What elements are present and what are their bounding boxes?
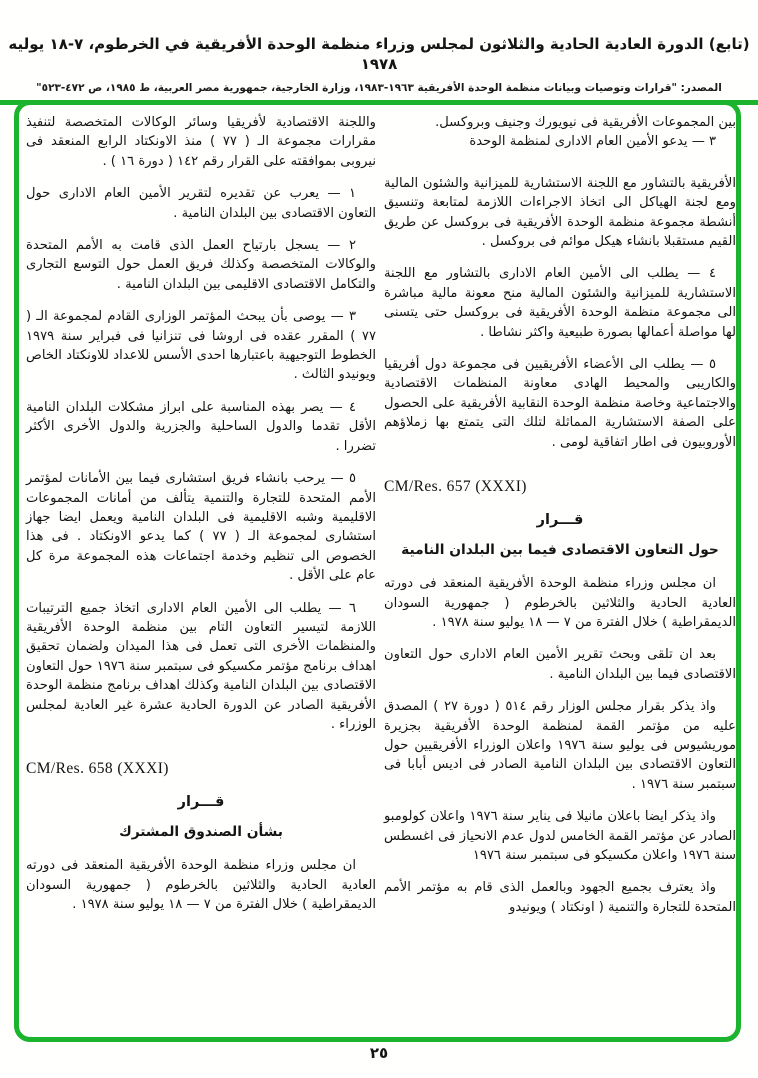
res656-item-3-body: الأفريقية بالتشاور مع اللجنة الاستشارية للميزانية والشئون المالية ومع لجنة الهياكل الى اتخاذ الاجراءات اللازمة لمتابعة وتنسيق أنشطة مجموعة منظمة الوحدة الأفريقية فى بروكسل عن طريق القيم مستقبلا بانشاء هيكل موائم فى بروكسل .	[384, 175, 736, 250]
right-column	[384, 113, 736, 930]
resolution-657-code: CM/Res. 657 (XXXI)	[384, 478, 527, 496]
res657-preamble-1: ان مجلس وزراء منظمة الوحدة الأفريقية المنعقد فى دورته العادية الحادية والثلاثين بالخرطوم ( جمهورية السودان الديمقراطية ) خلال الفترة من ٧ — ١٨ يوليو سنة ١٩٧٨ .	[384, 576, 736, 630]
res657-preamble-2: بعد ان تلقى وبحث تقرير الأمين العام الادارى حول التعاون الاقتصادى فيما بين البلدان النامية .	[384, 647, 736, 682]
res656-item-5: ٥ — يطلب الى الأعضاء الأفريقيين فى مجموعة دول أفريقيا والكاريبى والمحيط الهادى معاونة المنظمات الاقتصادية والاجتماعية وخاصة منظمة الوحدة النقابية الأفريقية على الحصول على الصفة الاستشارية المماثلة لتلك التى يتمتع بها زملاؤهم الأوروبيون فى اطار اتفاقية لومى .	[384, 357, 736, 450]
res657-preamble-4: واذ يذكر ايضا باعلان مانيلا فى يناير سنة ١٩٧٦ واعلان كولومبو الصادر عن مؤتمر القمة الخامس لدول عدم الانحياز فى اغسطس سنة ١٩٧٦ واعلان مكسيكو فى سبتمبر سنة ١٩٧٦	[384, 809, 736, 863]
page-header	[0, 34, 758, 94]
left-column	[26, 113, 376, 930]
res657-item-4: ٤ — يصر بهذه المناسبة على ابراز مشكلات البلدان النامية الأقل تقدما والدول الساحلية والجزرية والدول الأخرى الأكثر تضررا .	[26, 399, 376, 454]
res658-preamble-1: ان مجلس وزراء منظمة الوحدة الأفريقية المنعقد فى دورته العادية الحادية والثلاثين بالخرطوم ( جمهورية السودان الديمقراطية ) خلال الفترة من ٧ — ١٨ يوليو سنة ١٩٧٨ .	[26, 858, 376, 913]
res657-carryover: واللجنة الاقتصادية لأفريقيا وسائر الوكالات المتخصصة لتنفيذ مقرارات مجموعة الـ ( ٧٧ ) منذ الاونكتاد الرابع المنعقد فى نيروبى بموافقته على القرار رقم ١٤٢ ( دورة ١٦ ) .	[26, 115, 376, 169]
resolution-657-heading: قـــرار	[536, 512, 584, 529]
res657-item-1: ١ — يعرب عن تقديره لتقرير الأمين العام الادارى حول التعاون الاقتصادى بين البلدان النامية .	[26, 186, 376, 221]
resolution-658-title: بشأن الصندوق المشترك	[119, 824, 283, 841]
res657-item-6: ٦ — يطلب الى الأمين العام الادارى اتخاذ جميع الترتيبات اللازمة لتيسير التعاون التام بين منظمة الوحدة الأفريقية والمنظمات الأخرى التى تعمل فى هذا الميدان ولضمان تحقيق اهداف برنامج مؤتمر مكسيكو فى سبتمبر سنة ١٩٧٦ حول التعاون الاقتصادى بين البلدان النامية وكذلك اهداف برنامج منظمة الوحدة الأفريقية الصادر عن الدورة الحادية عشرة غير العادية لمجلس الوزراء .	[26, 600, 376, 732]
page-number: ٢٥	[369, 1044, 389, 1062]
two-column-body	[20, 113, 736, 930]
session-title: (تابع) الدورة العادية الحادية والثلاثون لمجلس وزراء منظمة الوحدة الأفريقية في الخرطوم، ٧-١٨ يوليه ١٩٧٨	[8, 35, 750, 73]
res657-item-3: ٣ — يوصى بأن يبحث المؤتمر الوزارى القادم لمجموعة الـ ( ٧٧ ) المقرر عقده فى اروشا فى تنزانيا فى فبراير سنة ١٩٧٩ الخطوط التوجيهية باعتبارها احدى الأسس للاعداد للاونكتاد الخاص ويونيدو الثالث .	[26, 309, 376, 383]
carryover-text: بين المجموعات الأفريقية فى نيويورك وجنيف وبروكسل.	[435, 115, 736, 130]
res656-item-4: ٤ — يطلب الى الأمين العام الادارى بالتشاور مع اللجنة الاستشارية للميزانية والشئون المالية منح معونة مالية مباشرة الى مجموعة منظمة الوحدة الأفريقية فى بروكسل حتى يتسنى لها مواصلة أعمالها بصورة طبيعية واكثر نشاطا .	[384, 266, 736, 340]
res657-item-2: ٢ — يسجل بارتياح العمل الذى قامت به الأمم المتحدة والوكالات المتخصصة وكذلك فريق العمل حول التوسع التجارى والتكامل الاقتصادى الاقليمى بين البلدان النامية .	[26, 238, 376, 292]
res657-preamble-3: واذ يذكر بقرار مجلس الوزار رقم ٥١٤ ( دورة ٢٧ ) المصدق عليه من مؤتمر القمة لمنظمة الوحدة الأفريقية بجزيرة موريشيوس فى يوليو سنة ١٩٧٦ واعلان الوزراء الأفريقيين حول التعاون الاقتصادى بين البلدان النامية الصادر فى اديس أبابا فى سبتمبر سنة ١٩٧٦ .	[384, 699, 736, 792]
resolution-657-title: حول التعاون الاقتصادى فيما بين البلدان النامية	[401, 542, 719, 559]
source-citation: المصدر: "قرارات وتوصيات وبيانات منظمة الوحدة الأفريقية ١٩٦٣-١٩٨٣، وزارة الخارجية، جمهورية مصر العربية، ط ١٩٨٥، ص ٤٧٢-٥٢٣"	[36, 82, 722, 94]
res656-item-3-lead: ٣ — يدعو الأمين العام الادارى لمنظمة الوحدة	[469, 134, 716, 150]
res657-item-5: ٥ — يرحب بانشاء فريق استشارى فيما بين الأمانات لمؤتمر الأمم المتحدة للتجارة والتنمية يتألف من أمانات المجموعات الاقليمية وشبه الاقليمية فى البلدان النامية ويعمل ايضا جهاز استشارى لمجموعة الـ ( ٧٧ ) كما يدعو الاونكتاد . فى هذا الخصوص الى تنظيم وخدمة اجتماعات هذه المجموعة مرة كل عام على الأقل .	[26, 471, 376, 584]
res657-preamble-5: واذ يعترف بجميع الجهود وبالعمل الذى قام به مؤتمر الأمم المتحدة للتجارة والتنمية ( اونكتاد ) ويونيدو	[384, 880, 736, 915]
resolution-658-code: CM/Res. 658 (XXXI)	[26, 760, 169, 778]
resolution-658-heading: قـــرار	[177, 794, 225, 811]
